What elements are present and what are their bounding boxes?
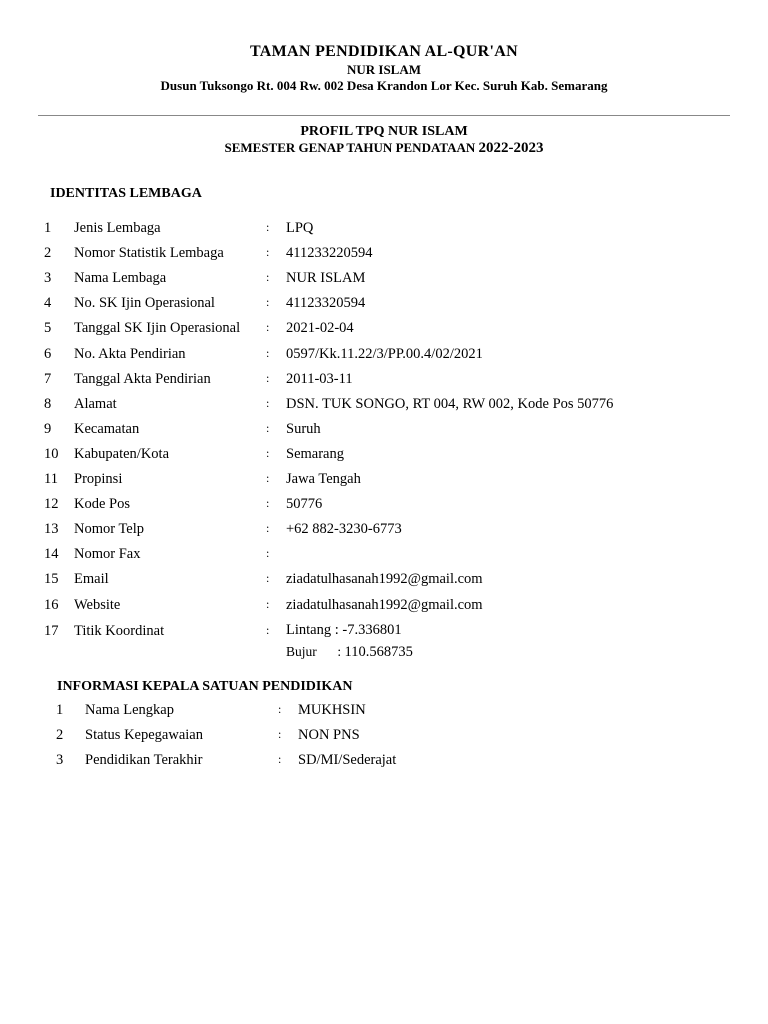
row-label: Alamat	[74, 395, 117, 412]
table-row	[0, 446, 768, 470]
row-number: 3	[44, 270, 52, 287]
row-label: Pendidikan Terakhir	[85, 752, 203, 768]
table-row	[0, 245, 768, 269]
table-row	[0, 346, 768, 370]
row-separator: :	[278, 727, 282, 741]
coordinate-lintang	[286, 620, 413, 641]
row-label: Nomor Statistik Lembaga	[74, 245, 224, 262]
row-separator: :	[266, 571, 270, 586]
header-divider	[38, 115, 730, 116]
bujur-separator: :	[337, 644, 342, 659]
row-number: 10	[44, 445, 59, 462]
table-row	[0, 571, 768, 595]
profile-title: PROFIL TPQ NUR ISLAM	[300, 124, 468, 139]
row-separator: :	[266, 320, 270, 335]
row-label: Nomor Fax	[74, 546, 141, 563]
row-separator: :	[266, 496, 270, 511]
lintang-separator: :	[334, 622, 339, 638]
table-row	[0, 727, 768, 751]
table-row	[0, 702, 768, 726]
table-row	[0, 295, 768, 319]
row-label: No. SK Ijin Operasional	[74, 295, 215, 312]
row-number: 15	[44, 571, 59, 588]
table-row	[0, 546, 768, 570]
row-separator: :	[266, 521, 270, 536]
row-label: Status Kepegawaian	[85, 727, 203, 743]
lintang-value: -7.336801	[342, 622, 402, 638]
school-title: TAMAN PENDIDIKAN AL-QUR'AN	[250, 43, 518, 60]
row-separator: :	[266, 395, 270, 410]
bujur-value: 110.568735	[344, 644, 413, 660]
row-number: 11	[44, 471, 58, 487]
profile-semester	[0, 140, 768, 157]
row-number: 1	[44, 220, 52, 236]
row-value: 50776	[286, 496, 323, 513]
row-label: Kode Pos	[74, 496, 130, 513]
table-row	[0, 320, 768, 344]
row-number: 4	[44, 295, 52, 312]
row-label: Tanggal Akta Pendirian	[74, 370, 211, 387]
school-address: Dusun Tuksongo Rt. 004 Rw. 002 Desa Krandon Lor Kec. Suruh Kab. Semarang	[160, 78, 608, 93]
row-value: DSN. TUK SONGO, RT 004, RW 002, Kode Pos 50776	[286, 395, 614, 412]
row-separator: :	[266, 245, 270, 260]
row-value: SD/MI/Sederajat	[298, 752, 397, 768]
bujur-label: Bujur	[286, 644, 317, 659]
row-label: Kecamatan	[74, 420, 140, 437]
row-separator: :	[266, 270, 270, 285]
row-value: Semarang	[286, 445, 344, 462]
row-value: Jawa Tengah	[286, 471, 361, 487]
row-number: 6	[44, 345, 52, 362]
coordinate-bujur	[286, 641, 413, 663]
row-separator: :	[266, 445, 270, 460]
row-label: Tanggal SK Ijin Operasional	[74, 320, 241, 337]
row-value: MUKHSIN	[298, 702, 366, 718]
row-separator: :	[278, 752, 282, 766]
row-separator: :	[266, 420, 270, 435]
row-label: Nama Lengkap	[85, 702, 174, 718]
row-label: Website	[74, 596, 121, 613]
table-row	[0, 371, 768, 395]
row-value: NON PNS	[298, 727, 360, 743]
table-row	[0, 521, 768, 545]
row-number: 8	[44, 395, 52, 412]
row-label: No. Akta Pendirian	[74, 345, 186, 362]
row-label: Jenis Lembaga	[74, 220, 161, 236]
row-label: Email	[74, 571, 109, 588]
row-value: +62 882-3230-6773	[286, 521, 402, 538]
row-value: NUR ISLAM	[286, 270, 366, 287]
row-number: 12	[44, 496, 59, 513]
row-value: 2011-03-11	[286, 370, 353, 387]
row-separator: :	[266, 596, 270, 611]
row-number: 7	[44, 370, 52, 387]
row-separator: :	[266, 220, 270, 234]
row-value: 2021-02-04	[286, 320, 354, 337]
table-row	[0, 396, 768, 420]
table-row	[0, 270, 768, 294]
row-number: 9	[44, 420, 52, 437]
school-subtitle: NUR ISLAM	[346, 62, 422, 77]
row-separator: :	[278, 702, 282, 716]
table-row	[0, 597, 768, 621]
semester-year: 2022-2023	[478, 140, 544, 156]
row-separator: :	[266, 471, 270, 485]
row-number: 16	[44, 596, 59, 613]
row-value: LPQ	[286, 220, 314, 236]
row-label: Nomor Telp	[74, 521, 145, 538]
kepala-heading: INFORMASI KEPALA SATUAN PENDIDIKAN	[57, 679, 353, 694]
row-value: 0597/Kk.11.22/3/PP.00.4/02/2021	[286, 345, 483, 362]
row-label: Nama Lembaga	[74, 270, 167, 287]
row-number: 3	[56, 752, 64, 768]
table-row	[0, 496, 768, 520]
row-value: ziadatulhasanah1992@gmail.com	[286, 596, 483, 613]
row-number: 14	[44, 546, 59, 563]
table-row	[0, 421, 768, 445]
row-value: 411233220594	[286, 245, 373, 262]
row-label: Titik Koordinat	[74, 623, 165, 639]
row-separator: :	[266, 546, 270, 561]
table-row	[0, 752, 768, 776]
table-row	[0, 220, 768, 244]
coordinate-block	[286, 620, 413, 663]
row-value: ziadatulhasanah1992@gmail.com	[286, 571, 483, 588]
row-value: 41123320594	[286, 295, 366, 312]
row-number: 2	[56, 727, 64, 743]
row-value: Suruh	[286, 420, 321, 437]
table-row	[0, 471, 768, 495]
row-label: Propinsi	[74, 471, 123, 487]
row-number: 5	[44, 320, 52, 337]
lintang-label: Lintang	[286, 622, 332, 638]
identitas-heading: IDENTITAS LEMBAGA	[50, 186, 202, 201]
row-separator: :	[266, 623, 270, 637]
row-number: 1	[56, 702, 64, 718]
row-label: Kabupaten/Kota	[74, 445, 170, 462]
row-number: 13	[44, 521, 59, 538]
semester-label: SEMESTER GENAP TAHUN PENDATAAN	[224, 140, 476, 155]
row-separator: :	[266, 370, 270, 385]
row-separator: :	[266, 295, 270, 310]
row-number: 2	[44, 245, 52, 262]
row-separator: :	[266, 345, 270, 360]
row-number: 17	[44, 623, 59, 639]
